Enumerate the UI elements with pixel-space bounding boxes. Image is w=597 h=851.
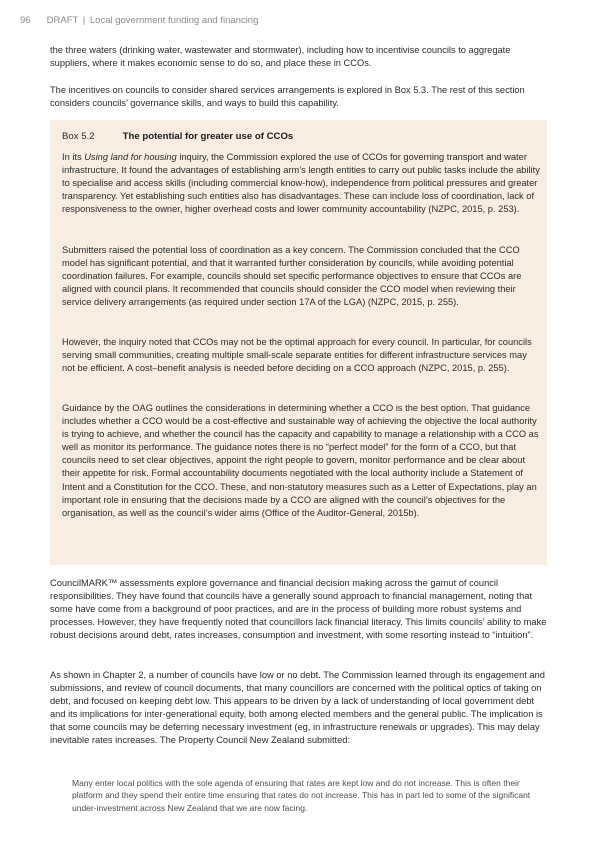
box-p1-rest: inquiry, the Commission explored the use of CCOs for governing transport and water infrastructure. It found the advantages of establishing arm’s length entities to carry out public tasks include the ability to specialise and access skills (including commercial know-how), independence from political pressures and greater transparency. Yet establishing such entities also has disadvantages. These can include loss of coordination, lack of responsiveness to the owner, higher overhead costs and lower community accountability (NZPC, 2015, p. 253). — [62, 152, 540, 215]
intro-paragraph-2: The incentives on councils to consider shared services arrangements is explored in Box 5.3. The rest of this section considers councils’ governance skills, and ways to build this capability. — [50, 85, 525, 109]
box-paragraph-4: Guidance by the OAG outlines the considerations in determining whether a CCO is the best option. That guidance includes whether a CCO would be a cost-effective and sustainable way of achieving the objective the local authority is trying to achieve, and whether the council has the capacity and capability to manage a relationship with a CCO as well as monitor its performance. The guidance notes there is no “perfect model” for the form of a CCO, but that councils need to set clear objectives, appoint the right people to govern, monitor performance and be clear about their appetite for risk. Formal accountability documents negotiated with the local authority include a Statement of Intent and a Constitution for the CCO. These, and non-statutory measures such as a Letter of Expectations, play an important role in ensuring that the decisions made by a CCO are aligned with the council’s objectives for the organisation, as well as the council’s wider aims (Office of the Auditor-General, 2015b). — [62, 403, 539, 518]
block-quote: Many enter local politics with the sole agenda of ensuring that rates are kept low and do not increase. This is often their platform and they spend their entire time ensuring that rates do not increase. This has in part led to some of the significant under-investment across New Zealand that we are now facing. — [72, 778, 531, 813]
page-header — [20, 15, 258, 26]
box-heading — [62, 131, 293, 142]
box-p1-italic-title: Using land for housing — [84, 152, 177, 162]
document-title: Local government funding and financing — [89, 15, 259, 26]
box-label: Box 5.2 — [62, 131, 95, 142]
header-separator: | — [82, 15, 86, 26]
body-paragraph-councilmark: CouncilMARK™ assessments explore governance and financial decision making across the gamut of council responsibilities. They have found that councils have a generally sound approach to financial management, noting that some have come from a background of poor practices, and are in the process of building more robust systems and processes. However, they have frequently noted that councillors lack financial literacy. This limits councils’ ability to make robust decisions around debt, rates increases, consumption and investment, with some resorting instead to “intuition”. — [50, 578, 547, 641]
box-paragraph-2: Submitters raised the potential loss of coordination as a key concern. The Commission concluded that the CCO model has significant potential, and that it warranted further consideration by councils, while avoiding potential coordination failures. For example, councils should set specific performance objectives to ensure that CCOs are aligned with council plans. It recommended that councils should consider the CCO model when reviewing their service delivery arrangements (as required under section 17A of the LGA) (NZPC, 2015, p. 255). — [62, 245, 522, 308]
box-title: The potential for greater use of CCOs — [122, 131, 294, 142]
box-5-2 — [50, 120, 547, 565]
box-paragraph-3: However, the inquiry noted that CCOs may not be the optimal approach for every council. In particular, for councils serving small communities, creating multiple small-scale separate entities for different infrastructure services may not be efficient. A cost–benefit analysis is needed before deciding on a CCO approach (NZPC, 2015, p. 255). — [62, 337, 532, 374]
box-p1-prefix: In its — [62, 152, 85, 162]
page-number: 96 — [20, 15, 31, 26]
draft-label: DRAFT — [46, 15, 79, 26]
body-paragraph-debt: As shown in Chapter 2, a number of councils have low or no debt. The Commission learned through its engagement and submissions, and review of council documents, that many councillors are concerned with the political optics of taking on debt, and focused on keeping debt low. This appears to be driven by a lack of understanding of local government debt and its implications for inter-generational equity, both among elected members and the general public. The implication is that some councils may be deferring necessary investment (eg, in infrastructure renewals or upgrades). This may delay inevitable rates increases. The Property Council New Zealand submitted: — [50, 670, 545, 746]
box-paragraph-1 — [62, 151, 540, 216]
intro-paragraph-1: the three waters (drinking water, wastewater and stormwater), including how to incentivise councils to aggregate suppliers, where it makes economic sense to do so, and place these in CCOs. — [50, 45, 511, 69]
